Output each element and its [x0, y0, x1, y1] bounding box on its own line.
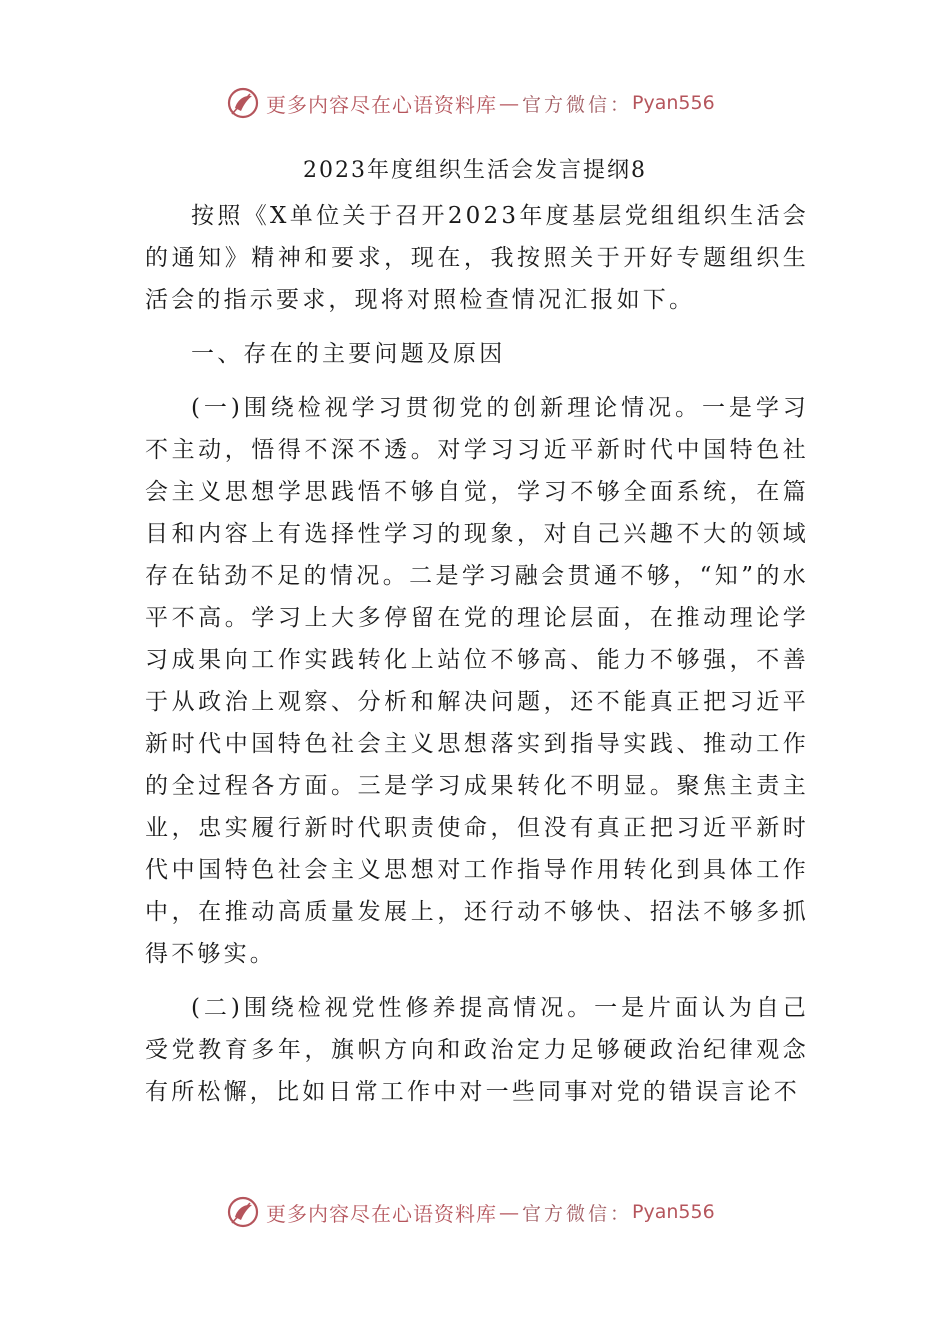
feather-logo-icon	[226, 1195, 260, 1229]
watermark-dash: —	[499, 91, 520, 115]
watermark-dash: —	[499, 1200, 520, 1224]
watermark-label: 官方微信：	[522, 1202, 633, 1225]
feather-logo-icon	[226, 86, 260, 120]
watermark-site-text: 更多内容尽在心语资料库	[266, 1201, 497, 1226]
watermark-header	[226, 85, 746, 121]
paragraph-intro: 按照《X单位关于召开2023年度基层党组组织生活会的通知》精神和要求，现在，我按照关于开好专题组织生活会的指示要求，现将对照检查情况汇报如下。	[145, 203, 809, 313]
watermark-label: 官方微信：	[522, 93, 633, 116]
paragraph-item-1: (一)围绕检视学习贯彻党的创新理论情况。一是学习不主动，悟得不深不透。对学习习近平新时代中国特色社会主义思想学思践悟不够自觉，学习不够全面系统，在篇目和内容上有选择性学习的现象，对自己兴趣不大的领域存在钻劲不足的情况。二是学习融会贯通不够，“知”的水平不高。学习上大多停留在党的理论层面，在推动理论学习成果向工作实践转化上站位不够高、能力不够强，不善于从政治上观察、分析和解决问题，还不能真正把习近平新时代中国特色社会主义思想落实到指导实践、推动工作的全过程各方面。三是学习成果转化不明显。聚焦主责主业，忠实履行新时代职责使命，但没有真正把习近平新时代中国特色社会主义思想对工作指导作用转化到具体工作中，在推动高质量发展上，还行动不够快、招法不够多抓得不够实。	[145, 395, 809, 967]
watermark-id: Pyan556	[632, 92, 715, 114]
paragraph-item-2: (二)围绕检视党性修养提高情况。一是片面认为自己受党教育多年，旗帜方向和政治定力足够硬政治纪律观念有所松懈，比如日常工作中对一些同事对党的错误言论不	[145, 995, 809, 1105]
document-title: 2023年度组织生活会发言提纲8	[303, 158, 647, 183]
watermark-id: Pyan556	[632, 1201, 715, 1223]
watermark-footer	[226, 1194, 746, 1230]
document-body	[145, 195, 809, 1113]
watermark-site-text: 更多内容尽在心语资料库	[266, 92, 497, 117]
section-heading: 一、存在的主要问题及原因	[191, 341, 506, 367]
